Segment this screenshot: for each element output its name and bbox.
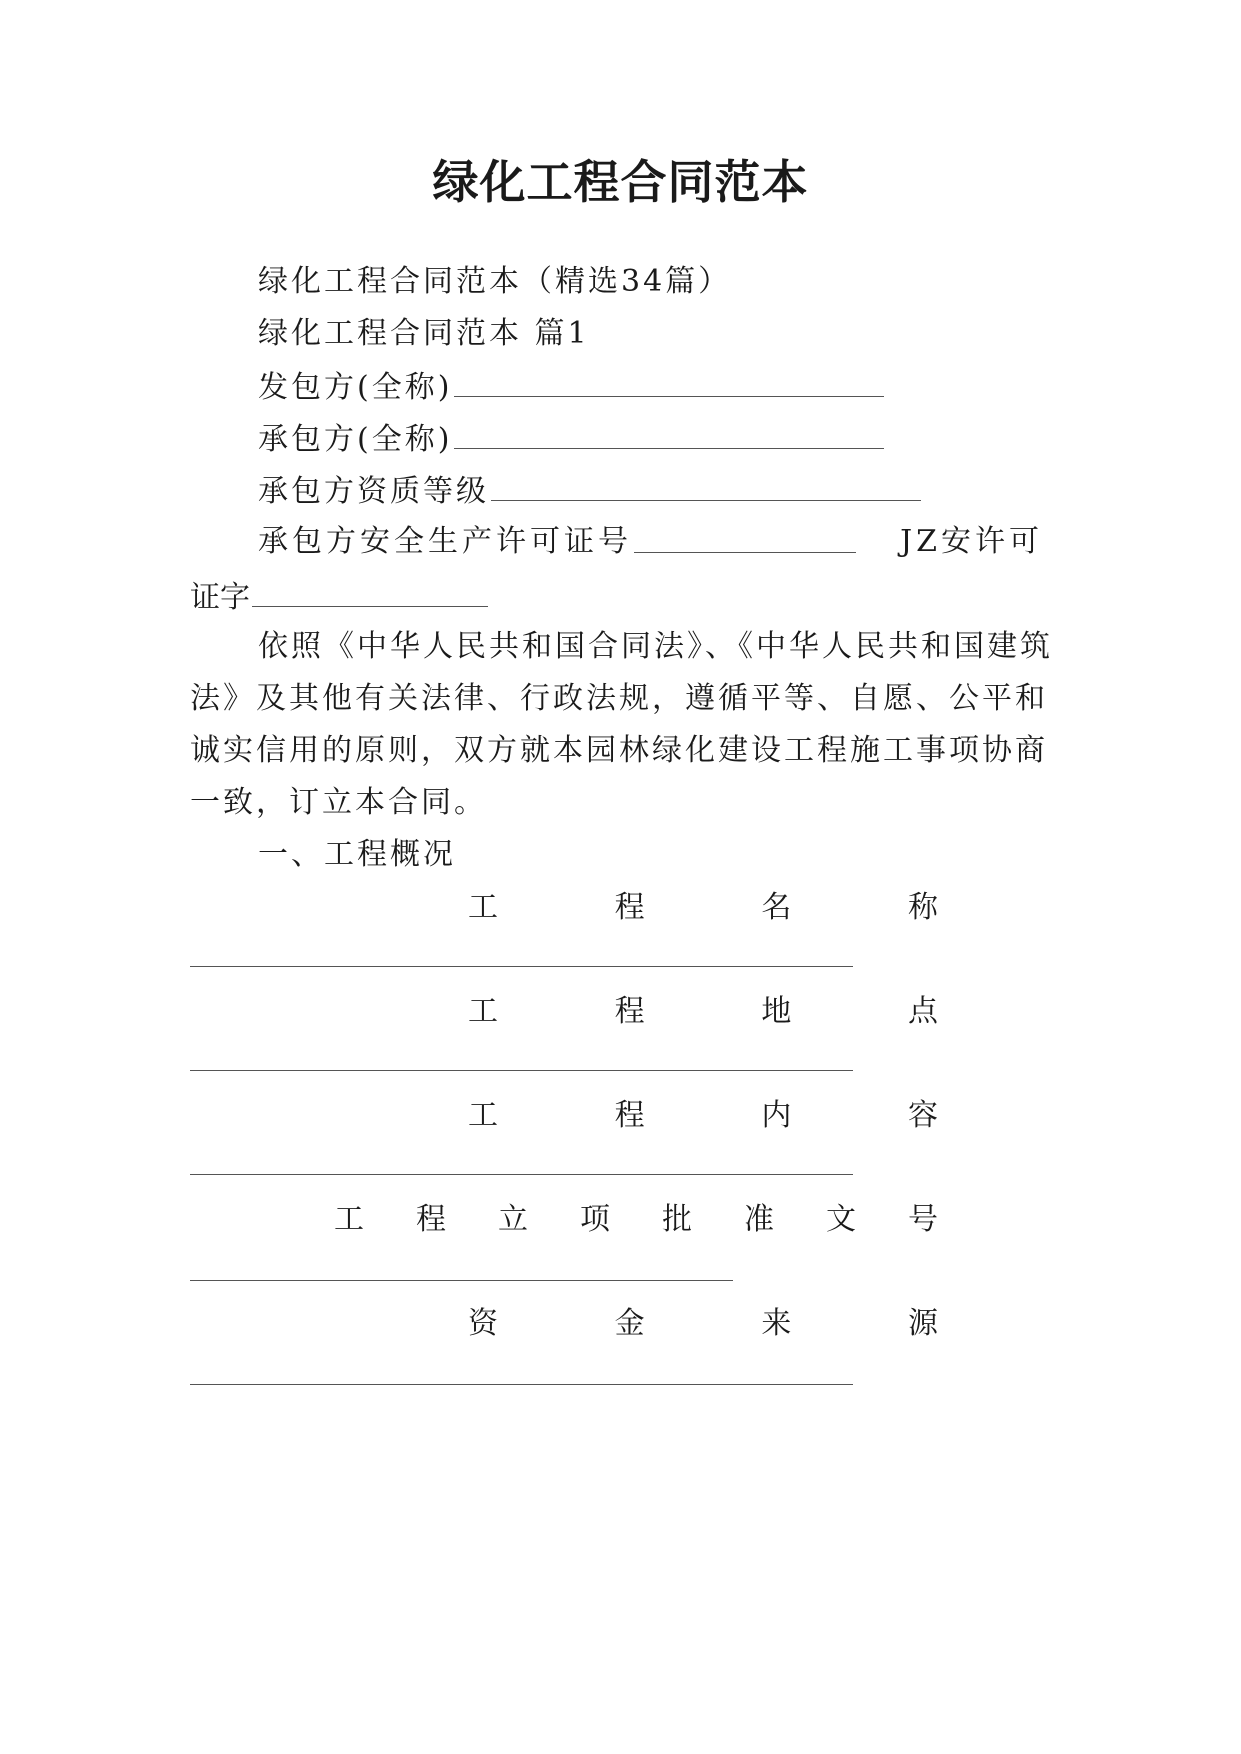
qualification-blank[interactable] [491, 470, 921, 501]
preamble-line: 依照《中华人民共和国合同法》、《中华人民共和国建筑 [258, 629, 1053, 664]
safety-license-blank[interactable] [634, 522, 856, 553]
subtitle: 绿化工程合同范本（精选34篇） [258, 264, 732, 299]
license-tail-label: 证字 [190, 580, 250, 615]
employer-blank[interactable] [454, 366, 884, 397]
license-mid-text: JZ安许可 [900, 524, 1043, 559]
overview-item-blank[interactable] [190, 1280, 733, 1281]
preamble-line: 一致，订立本合同。 [190, 785, 487, 820]
section-1-heading: 一、工程概况 [258, 837, 456, 872]
qualification-field [258, 470, 921, 512]
contractor-field [258, 418, 884, 460]
overview-item-blank[interactable] [190, 1070, 853, 1071]
overview-item-blank[interactable] [190, 1384, 853, 1385]
preamble-line: 诚实信用的原则，双方就本园林绿化建设工程施工事项协商 [190, 733, 1048, 768]
qualification-label: 承包方资质等级 [258, 474, 489, 509]
overview-item-blank[interactable] [190, 966, 853, 967]
overview-item-label: 工 程 内 容 [468, 1098, 938, 1133]
overview-item-label: 工 程 名 称 [468, 890, 938, 925]
overview-item-label: 工 程 立 项 批 准 文 号 [334, 1202, 938, 1237]
safety-license-field [258, 522, 1043, 562]
license-tail-blank[interactable] [252, 576, 488, 607]
overview-item-blank[interactable] [190, 1174, 853, 1175]
employer-field [258, 366, 884, 408]
employer-label: 发包方(全称) [258, 370, 453, 405]
article-heading: 绿化工程合同范本 篇1 [258, 316, 590, 351]
contractor-label: 承包方(全称) [258, 422, 453, 457]
document-title: 绿化工程合同范本 [432, 155, 809, 209]
contractor-blank[interactable] [454, 418, 884, 449]
license-tail-field [190, 576, 488, 618]
overview-item-label: 资 金 来 源 [468, 1306, 938, 1341]
safety-license-label: 承包方安全生产许可证号 [258, 524, 632, 559]
overview-item-label: 工 程 地 点 [468, 994, 938, 1029]
preamble-line: 法》及其他有关法律、行政法规，遵循平等、自愿、公平和 [190, 681, 1048, 716]
